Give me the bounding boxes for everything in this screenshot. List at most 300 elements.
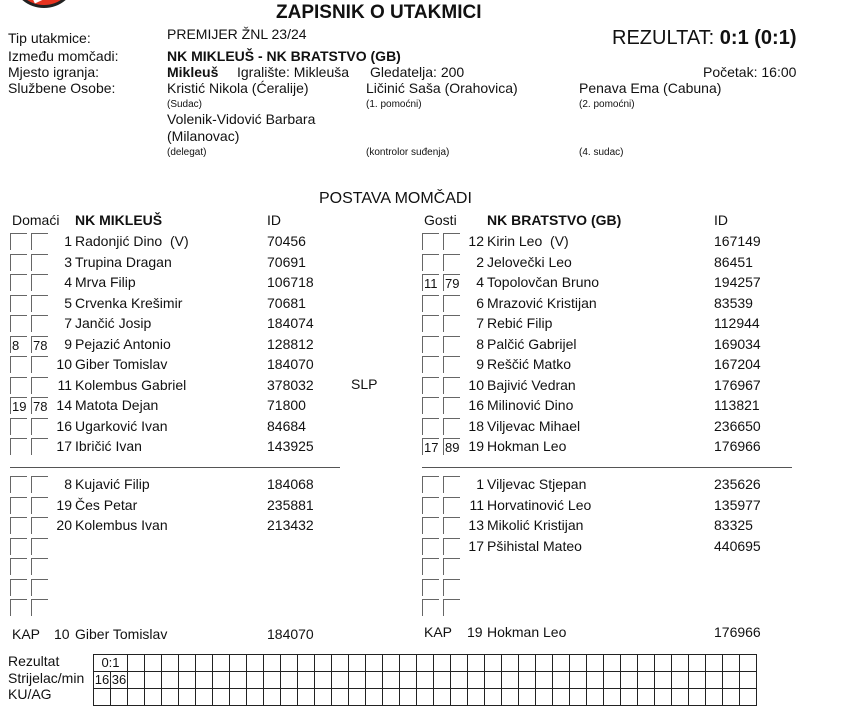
score-cell xyxy=(468,689,485,706)
sub-number: 13 xyxy=(468,517,484,533)
player-id: 236650 xyxy=(714,417,761,434)
player-number: 18 xyxy=(468,417,484,434)
score-cell xyxy=(349,655,366,672)
goalkeeper-mark: (V) xyxy=(169,233,189,249)
sub-minute-box xyxy=(31,356,48,373)
score-grid-row xyxy=(94,672,757,689)
score-cell xyxy=(230,689,247,706)
scorer-number-cell: 16 xyxy=(94,672,110,687)
score-cell xyxy=(298,689,315,706)
teams-value: NK MIKLEUŠ - NK BRATSTVO (GB) xyxy=(167,48,401,64)
score-cell xyxy=(94,689,111,706)
player-id: 112944 xyxy=(714,315,760,331)
score-cell xyxy=(536,655,553,672)
score-cell xyxy=(621,672,638,689)
score-cell xyxy=(689,689,706,706)
venue-value: Mikleuš xyxy=(167,64,219,80)
score-cell xyxy=(349,672,366,689)
sub-minute-box xyxy=(443,377,460,394)
player-id: 83539 xyxy=(714,294,753,311)
score-cell xyxy=(383,655,400,672)
score-cell xyxy=(247,672,264,689)
sub-minute-box xyxy=(31,438,48,455)
player-number: 10 xyxy=(56,356,72,372)
sub-minute-box xyxy=(443,497,460,514)
score-cell xyxy=(383,672,400,689)
sub-minute-box xyxy=(443,254,460,271)
score-cell xyxy=(298,672,315,689)
score-cell xyxy=(570,672,587,689)
sub-minute-box xyxy=(443,295,460,312)
score-cell xyxy=(417,672,434,689)
match-type-label: Tip utakmice: xyxy=(8,30,91,46)
player-id: 71800 xyxy=(267,397,306,413)
venue-label: Mjesto igranja: xyxy=(8,64,100,80)
player-name xyxy=(75,356,167,372)
player-number: 14 xyxy=(56,397,72,413)
player-name-text: Viljevac Mihael xyxy=(487,417,581,434)
player-number: 9 xyxy=(476,356,484,372)
teams-label: Između momčadi: xyxy=(8,48,119,64)
away-captain-name: Hokman Leo xyxy=(487,624,567,640)
score-cell xyxy=(213,655,230,672)
score-cell xyxy=(485,672,502,689)
goalkeeper-mark: (V) xyxy=(550,233,569,249)
score-cell xyxy=(723,655,740,672)
player-name xyxy=(75,438,142,454)
score-cell xyxy=(672,655,689,672)
player-id: 106718 xyxy=(267,274,314,290)
home-side-label: Domaći xyxy=(12,212,60,228)
player-name-text: Jelovečki Leo xyxy=(487,253,572,270)
player-name-text: Mrva Filip xyxy=(75,274,136,290)
score-cell xyxy=(366,689,383,706)
player-name-text: Hokman Leo xyxy=(487,438,567,454)
sub-minute-box: 17 xyxy=(424,440,439,455)
score-cell xyxy=(468,655,485,672)
sub-minute-box xyxy=(10,497,27,514)
score-cell xyxy=(740,672,757,689)
player-id: 70691 xyxy=(267,253,306,270)
sub-minute-box xyxy=(443,558,460,575)
player-id: 184070 xyxy=(267,356,314,372)
player-name-text: Ugarković Ivan xyxy=(75,417,168,434)
player-name-text: Reščić Matko xyxy=(487,356,572,372)
score-cell xyxy=(247,689,264,706)
sub-minute-box xyxy=(443,517,460,534)
player-id: 84684 xyxy=(267,417,306,434)
score-cell xyxy=(230,672,247,689)
official-referee-name: Kristić Nikola (Ćeralije) xyxy=(167,80,309,96)
sub-minute-box xyxy=(31,538,48,555)
score-grid-label-scorer: Strijelac/min xyxy=(8,670,85,686)
score-cell xyxy=(264,689,281,706)
player-name-text: Trupina Dragan xyxy=(75,253,172,270)
score-cell xyxy=(213,689,230,706)
score-cell xyxy=(434,655,451,672)
away-team-name: NK BRATSTVO (GB) xyxy=(487,212,622,228)
score-cell xyxy=(400,655,417,672)
score-cell xyxy=(706,655,723,672)
sub-name: Horvatinović Leo xyxy=(487,496,592,513)
score-cell xyxy=(672,672,689,689)
player-number: 16 xyxy=(468,397,484,413)
score-cell xyxy=(400,672,417,689)
official-assistant1-name: Ličinić Saša (Orahovica) xyxy=(366,80,518,96)
result-line xyxy=(612,27,797,50)
official-assistant2-name: Penava Ema (Cabuna) xyxy=(579,80,722,96)
score-cell xyxy=(451,655,468,672)
away-captain-id: 176966 xyxy=(714,624,761,640)
player-id: 378032 xyxy=(267,376,314,393)
score-cell xyxy=(587,672,604,689)
sub-minute-box xyxy=(31,254,48,271)
sub-minute-box xyxy=(10,538,27,555)
sub-name: Pšihistal Mateo xyxy=(487,537,582,554)
player-name xyxy=(487,233,569,249)
player-name xyxy=(487,377,576,393)
score-cell xyxy=(332,672,349,689)
player-id: 86451 xyxy=(714,253,753,270)
sub-minute-box xyxy=(10,233,27,250)
sub-minute-box xyxy=(10,517,27,534)
player-number: 4 xyxy=(64,274,72,290)
player-number: 7 xyxy=(64,315,72,331)
score-cell xyxy=(230,655,247,672)
middle-note: SLP xyxy=(351,376,378,392)
score-grid-row xyxy=(94,655,757,672)
player-name xyxy=(487,274,599,290)
player-number: 8 xyxy=(476,335,484,352)
score-grid xyxy=(93,654,757,706)
score-cell xyxy=(723,672,740,689)
score-cell xyxy=(604,655,621,672)
player-name xyxy=(75,274,136,290)
score-cell xyxy=(451,672,468,689)
player-name-text: Palčić Gabrijel xyxy=(487,335,577,352)
away-captain-no: 19 xyxy=(467,624,483,640)
sub-minute-box: 79 xyxy=(445,276,460,291)
sub-minute-box xyxy=(10,295,27,312)
away-divider xyxy=(422,467,792,468)
score-cell xyxy=(536,689,553,706)
player-name xyxy=(75,315,151,331)
score-cell xyxy=(689,672,706,689)
sub-minute-box xyxy=(31,315,48,332)
score-cell xyxy=(740,689,757,706)
scorer-minute-cell: 36 xyxy=(111,672,127,687)
sub-minute-box xyxy=(443,418,460,435)
sub-minute-box: 89 xyxy=(445,440,460,455)
sub-minute-box xyxy=(422,476,439,493)
player-id: 169034 xyxy=(714,335,761,352)
official-fourth-role: (4. sudac) xyxy=(579,147,624,158)
sub-minute-box xyxy=(422,558,439,575)
player-name-text: Kolembus Gabriel xyxy=(75,376,187,393)
player-name-text: Ibričić Ivan xyxy=(75,438,142,454)
sub-minute-box xyxy=(31,274,48,291)
player-number: 12 xyxy=(468,233,484,249)
sub-minute-box xyxy=(10,274,27,291)
score-cell xyxy=(332,689,349,706)
score-cell xyxy=(179,655,196,672)
sub-minute-box xyxy=(10,476,27,493)
player-name-text: Crvenka Krešimir xyxy=(75,294,183,311)
score-cell xyxy=(621,655,638,672)
score-cell xyxy=(247,655,264,672)
player-name-text: Rebić Filip xyxy=(487,315,553,331)
score-cell xyxy=(162,655,179,672)
player-number: 16 xyxy=(56,417,72,434)
sub-number: 19 xyxy=(56,496,72,513)
score-cell: 0:1 xyxy=(94,655,128,672)
score-cell xyxy=(281,672,298,689)
score-cell xyxy=(196,655,213,672)
score-cell xyxy=(468,672,485,689)
score-cell xyxy=(264,672,281,689)
score-cell xyxy=(145,655,162,672)
player-id: 184074 xyxy=(267,315,314,331)
sub-minute-box xyxy=(10,254,27,271)
score-cell xyxy=(111,689,128,706)
official-assistant1-role: (1. pomoćni) xyxy=(366,99,422,110)
document-title: ZAPISNIK O UTAKMICI xyxy=(276,2,482,23)
player-id: 70681 xyxy=(267,294,306,311)
player-number: 1 xyxy=(64,233,72,249)
sub-name: Kolembus Ivan xyxy=(75,517,168,533)
score-cell xyxy=(536,672,553,689)
sub-number: 20 xyxy=(56,517,72,533)
player-name-text: Topolovčan Bruno xyxy=(487,274,600,290)
sub-minute-box xyxy=(443,579,460,596)
player-id: 194257 xyxy=(714,274,761,290)
away-captain-label: KAP xyxy=(424,624,453,640)
player-number: 9 xyxy=(64,335,72,352)
sub-minute-box xyxy=(10,315,27,332)
score-cell xyxy=(451,689,468,706)
score-cell xyxy=(621,689,638,706)
home-team-name: NK MIKLEUŠ xyxy=(75,212,163,228)
sub-minute-box xyxy=(31,497,48,514)
player-name-text: Pejazić Antonio xyxy=(75,335,171,352)
score-cell xyxy=(519,672,536,689)
sub-name: Viljevac Stjepan xyxy=(487,476,587,492)
sub-minute-box xyxy=(422,233,439,250)
score-cell xyxy=(196,672,213,689)
sub-number: 17 xyxy=(468,537,484,554)
player-name xyxy=(487,254,572,270)
sub-minute-box xyxy=(10,558,27,575)
sub-minute-box xyxy=(10,377,27,394)
player-name-text: Giber Tomislav xyxy=(75,356,168,372)
sub-minute-box xyxy=(422,517,439,534)
home-id-header: ID xyxy=(267,212,281,228)
sub-minute-box xyxy=(31,476,48,493)
sub-minute-box xyxy=(422,397,439,414)
player-name xyxy=(75,233,189,249)
sub-name: Čes Petar xyxy=(75,496,138,513)
score-cell xyxy=(383,689,400,706)
player-name xyxy=(75,418,168,434)
score-cell xyxy=(179,689,196,706)
result-label: REZULTAT: xyxy=(612,27,715,49)
score-cell xyxy=(162,672,179,689)
sub-minute-box xyxy=(422,377,439,394)
sub-minute-box xyxy=(422,254,439,271)
player-number: 10 xyxy=(468,376,484,393)
score-cell xyxy=(723,689,740,706)
sub-number: 8 xyxy=(64,476,72,492)
player-name xyxy=(75,336,171,352)
sub-name: Kujavić Filip xyxy=(75,476,150,492)
sub-minute-box: 78 xyxy=(33,337,48,353)
sub-id: 235881 xyxy=(267,496,314,513)
sub-id: 235626 xyxy=(714,476,761,492)
sub-minute-box xyxy=(422,336,439,353)
kickoff-value: Početak: 16:00 xyxy=(703,64,797,80)
score-cell xyxy=(553,672,570,689)
player-name-text: Bajivić Vedran xyxy=(487,376,576,393)
sub-minute-box xyxy=(10,579,27,596)
score-cell xyxy=(604,672,621,689)
official-controller-role: (kontrolor suđenja) xyxy=(366,147,450,158)
sub-minute-box xyxy=(443,233,460,250)
score-cell xyxy=(519,689,536,706)
home-captain-no: 10 xyxy=(54,626,70,642)
sub-id: 135977 xyxy=(714,496,761,513)
score-cell xyxy=(145,672,162,689)
official-delegate-name: Volenik-Vidović Barbara (Milanovac) xyxy=(167,111,316,144)
score-cell xyxy=(655,672,672,689)
score-cell xyxy=(162,689,179,706)
player-id: 176966 xyxy=(714,438,761,454)
player-name xyxy=(487,295,597,311)
score-cell xyxy=(434,672,451,689)
player-id: 143925 xyxy=(267,438,314,454)
score-cell xyxy=(332,655,349,672)
player-name-text: Mrazović Kristijan xyxy=(487,294,597,311)
sub-minute-box xyxy=(10,418,27,435)
sub-minute-box: 8 xyxy=(10,336,27,353)
score-cell xyxy=(706,672,723,689)
score-cell xyxy=(400,689,417,706)
sub-minute-box xyxy=(31,517,48,534)
association-logo xyxy=(14,0,74,8)
sub-minute-box xyxy=(443,599,460,616)
sub-minute-box xyxy=(422,579,439,596)
sub-minute-box xyxy=(31,377,48,394)
official-delegate-role: (delegat) xyxy=(167,147,207,158)
sub-minute-box: 19 xyxy=(12,399,27,414)
match-type-value: PREMIJER ŽNL 23/24 xyxy=(167,26,307,42)
sub-number: 11 xyxy=(469,496,484,513)
player-number: 6 xyxy=(476,294,484,311)
sub-minute-box xyxy=(422,497,439,514)
sub-minute-box: 11 xyxy=(424,276,438,291)
sub-minute-box xyxy=(31,418,48,435)
score-cell xyxy=(128,672,145,689)
score-cell xyxy=(315,655,332,672)
score-cell xyxy=(264,655,281,672)
score-cell xyxy=(213,672,230,689)
officials-label: Službene Osobe: xyxy=(8,80,116,96)
sub-minute-box: 78 xyxy=(33,399,48,414)
sub-minute-box xyxy=(31,295,48,312)
sub-minute-box xyxy=(10,438,27,455)
score-cell xyxy=(740,655,757,672)
score-cell xyxy=(434,689,451,706)
sub-name: Mikolić Kristijan xyxy=(487,517,584,533)
score-cell xyxy=(519,655,536,672)
score-cell xyxy=(315,689,332,706)
sub-minute-box xyxy=(443,315,460,332)
player-id: 113821 xyxy=(714,397,760,413)
player-number: 4 xyxy=(476,274,484,290)
player-number: 5 xyxy=(64,294,72,311)
score-cell xyxy=(655,689,672,706)
score-cell xyxy=(502,689,519,706)
sub-minute-box xyxy=(31,558,48,575)
sub-minute-box xyxy=(10,599,27,616)
sub-minute-box xyxy=(443,336,460,353)
player-number: 3 xyxy=(64,253,72,270)
sub-minute-box xyxy=(422,356,439,373)
player-name-text: Milinović Dino xyxy=(487,397,574,413)
score-cell xyxy=(587,655,604,672)
score-cell xyxy=(179,672,196,689)
player-name-text: Radonjić Dino xyxy=(75,233,163,249)
score-cell xyxy=(655,655,672,672)
player-number: 17 xyxy=(56,438,72,454)
sub-id: 184068 xyxy=(267,476,314,492)
player-name xyxy=(487,438,566,454)
sub-minute-box xyxy=(443,397,460,414)
score-cell xyxy=(570,689,587,706)
score-cell xyxy=(502,672,519,689)
score-cell xyxy=(128,689,145,706)
score-cell xyxy=(638,689,655,706)
sub-minute-box xyxy=(10,356,27,373)
player-number: 19 xyxy=(468,438,484,454)
player-name xyxy=(75,397,158,413)
score-cell xyxy=(349,689,366,706)
result-value: 0:1 (0:1) xyxy=(719,27,797,49)
score-grid-label-result: Rezultat xyxy=(8,653,60,669)
score-grid-row xyxy=(94,689,757,706)
player-number: 2 xyxy=(476,253,484,270)
player-id: 167204 xyxy=(714,356,761,372)
home-divider xyxy=(10,467,340,468)
score-cell xyxy=(604,689,621,706)
player-name xyxy=(75,254,172,270)
sub-minute-box xyxy=(422,538,439,555)
score-cell xyxy=(196,689,213,706)
official-referee-role: (Sudac) xyxy=(167,99,203,110)
sub-id: 440695 xyxy=(714,537,761,554)
player-name xyxy=(487,397,573,413)
spectators-value: Gledatelja: 200 xyxy=(370,64,465,80)
score-cell xyxy=(298,655,315,672)
score-cell xyxy=(145,689,162,706)
player-name xyxy=(487,418,580,434)
sub-minute-box xyxy=(443,356,460,373)
player-name xyxy=(75,295,182,311)
sub-minute-box xyxy=(31,599,48,616)
player-name-text: Kirin Leo xyxy=(487,233,543,249)
score-cell xyxy=(706,689,723,706)
sub-minute-box xyxy=(422,315,439,332)
pitch-value: Igralište: Mikleuša xyxy=(237,64,350,80)
